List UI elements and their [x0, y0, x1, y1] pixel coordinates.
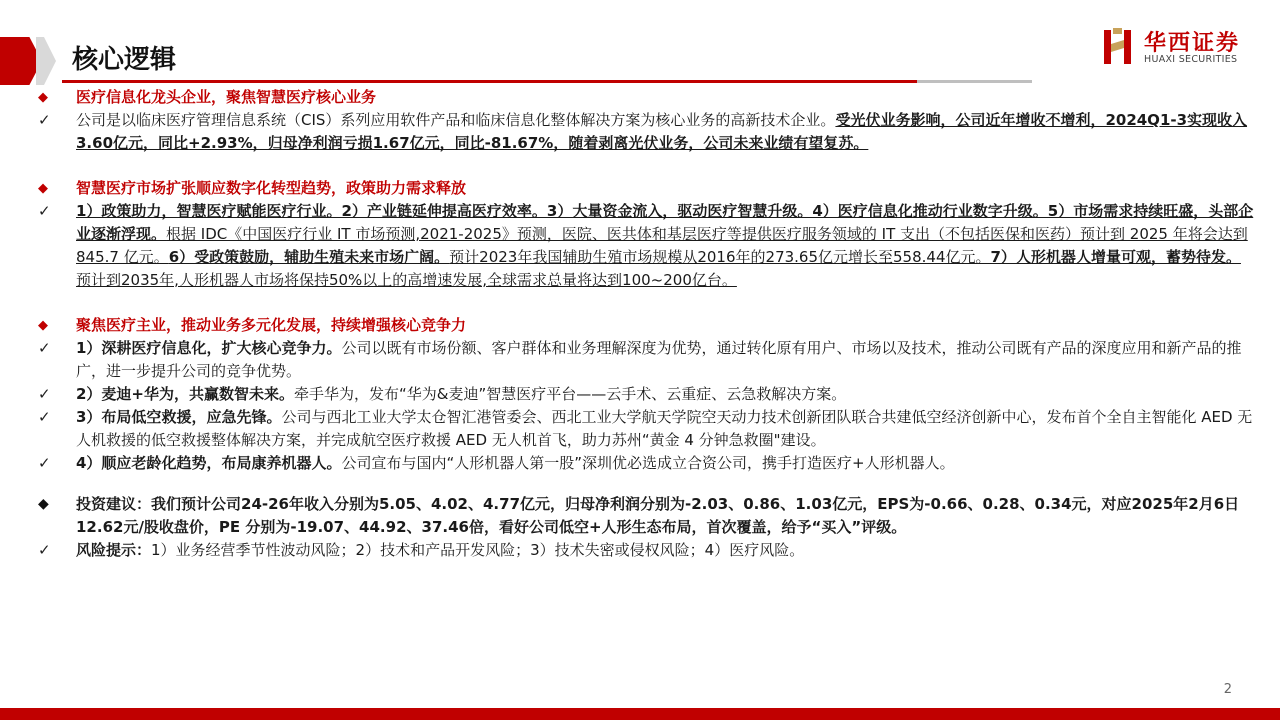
check-icon: ✓: [38, 385, 51, 403]
main-content: [38, 86, 1260, 562]
list-item: ✓ 3）布局低空救援，应急先锋。公司与西北工业大学太仓智汇港管委会、西北工业大学航天学院空天动力技术创新团队联合共建低空经济创新中心，发布首个全自主智能化 AED 无人机救援的低空救援整体解决方案，并完成航空医疗救援 AED 无人机首飞，助力苏州“黄金 4 分钟急救圈"建设。: [38, 408, 1253, 449]
check-icon: ✓: [38, 541, 51, 559]
check-icon: ✓: [38, 111, 51, 129]
logo-text-cn: 华西证券: [1144, 31, 1241, 56]
company-logo: [1098, 24, 1258, 70]
section-1-body: ✓ 公司是以临床医疗管理信息系统（CIS）系列应用软件产品和临床信息化整体解决方案为核心业务的高新技术企业。受光伏业务影响，公司近年增收不增利，2024Q1-3实现收入3.60亿元，同比+2.93%，归母净利润亏损1.67亿元，同比-81.67%，随着剥离光伏业务，公司未来业绩有望复苏。: [38, 111, 1248, 152]
risk-warning: ✓ 风险提示：1）业务经营季节性波动风险；2）技术和产品开发风险；3）技术失密或侵权风险；4）医疗风险。: [38, 539, 1260, 562]
page-title: 核心逻辑: [72, 45, 177, 75]
footer-bar: [0, 708, 1280, 720]
header-red-arrow: [0, 37, 42, 85]
investment-advice: ◆ 投资建议：我们预计公司24-26年收入分别为5.05、4.02、4.77亿元，归母净利润分别为-2.03、0.86、1.03亿元，EPS为-0.66、0.28、0.34元，对应2025年2月6日12.62元/股收盘价，PE 分别为-19.07、44.92、37.46倍，看好公司低空+人形生态布局，首次覆盖，给予“买入”评级。: [38, 495, 1240, 536]
diamond-outline-bullet-icon: ◆: [38, 496, 49, 512]
title-underline: [62, 80, 917, 83]
diamond-bullet-icon: ◆: [38, 318, 48, 333]
page-number: 2: [1223, 682, 1232, 697]
check-icon: ✓: [38, 202, 51, 220]
header-grey-arrow: [36, 37, 56, 85]
check-icon: ✓: [38, 454, 51, 472]
diamond-bullet-icon: ◆: [38, 90, 48, 105]
diamond-bullet-icon: ◆: [38, 181, 48, 196]
logo-text-en: HUAXI SECURITIES: [1144, 54, 1238, 65]
list-item: ✓ 4）顺应老龄化趋势，布局康养机器人。公司宣布与国内“人形机器人第一股”深圳优必选成立合资公司，携手打造医疗+人形机器人。: [38, 452, 1260, 475]
section-heading-1: ◆ 医疗信息化龙头企业，聚焦智慧医疗核心业务: [38, 86, 1260, 109]
section-heading-3: ◆ 聚焦医疗主业，推动业务多元化发展，持续增强核心竞争力: [38, 314, 1260, 337]
huaxi-logo-icon: [1104, 28, 1134, 66]
list-item: ✓ 1）深耕医疗信息化，扩大核心竞争力。公司以既有市场份额、客户群体和业务理解深度为优势，通过转化原有用户、市场以及技术，推动公司既有产品的深度应用和新产品的推广，进一步提升公司的竞争优势。: [38, 339, 1242, 380]
list-item: ✓ 2）麦迪+华为，共赢数智未来。牵手华为，发布“华为&麦迪”智慧医疗平台——云手术、云重症、云急救解决方案。: [38, 383, 1260, 406]
check-icon: ✓: [38, 339, 51, 357]
check-icon: ✓: [38, 408, 51, 426]
section-heading-2: ◆ 智慧医疗市场扩张顺应数字化转型趋势，政策助力需求释放: [38, 177, 1260, 200]
section-2-body: ✓ 1）政策助力，智慧医疗赋能医疗行业。2）产业链延伸提高医疗效率。3）大量资金流入，驱动医疗智慧升级。4）医疗信息化推动行业数字升级。5）市场需求持续旺盛，头部企业逐渐浮现。根据 IDC《中国医疗行业 IT 市场预测,2021-2025》预测，医院、医共体和基层医疗等提供医疗服务领域的 IT 支出（不包括医保和医药）预计到 2025 年将会达到 845.7 亿元。6）受政策鼓励，辅助生殖未来市场广阔。预计2023年我国辅助生殖市场规模从2016年的273.65亿元增长至558.44亿元。7）人形机器人增量可观，蓄势待发。 预计到2035年,人形机器人市场将保持50%以上的高增速发展,全球需求总量将达到100~200亿台。: [38, 202, 1254, 289]
title-underline-grey: [917, 80, 1032, 83]
